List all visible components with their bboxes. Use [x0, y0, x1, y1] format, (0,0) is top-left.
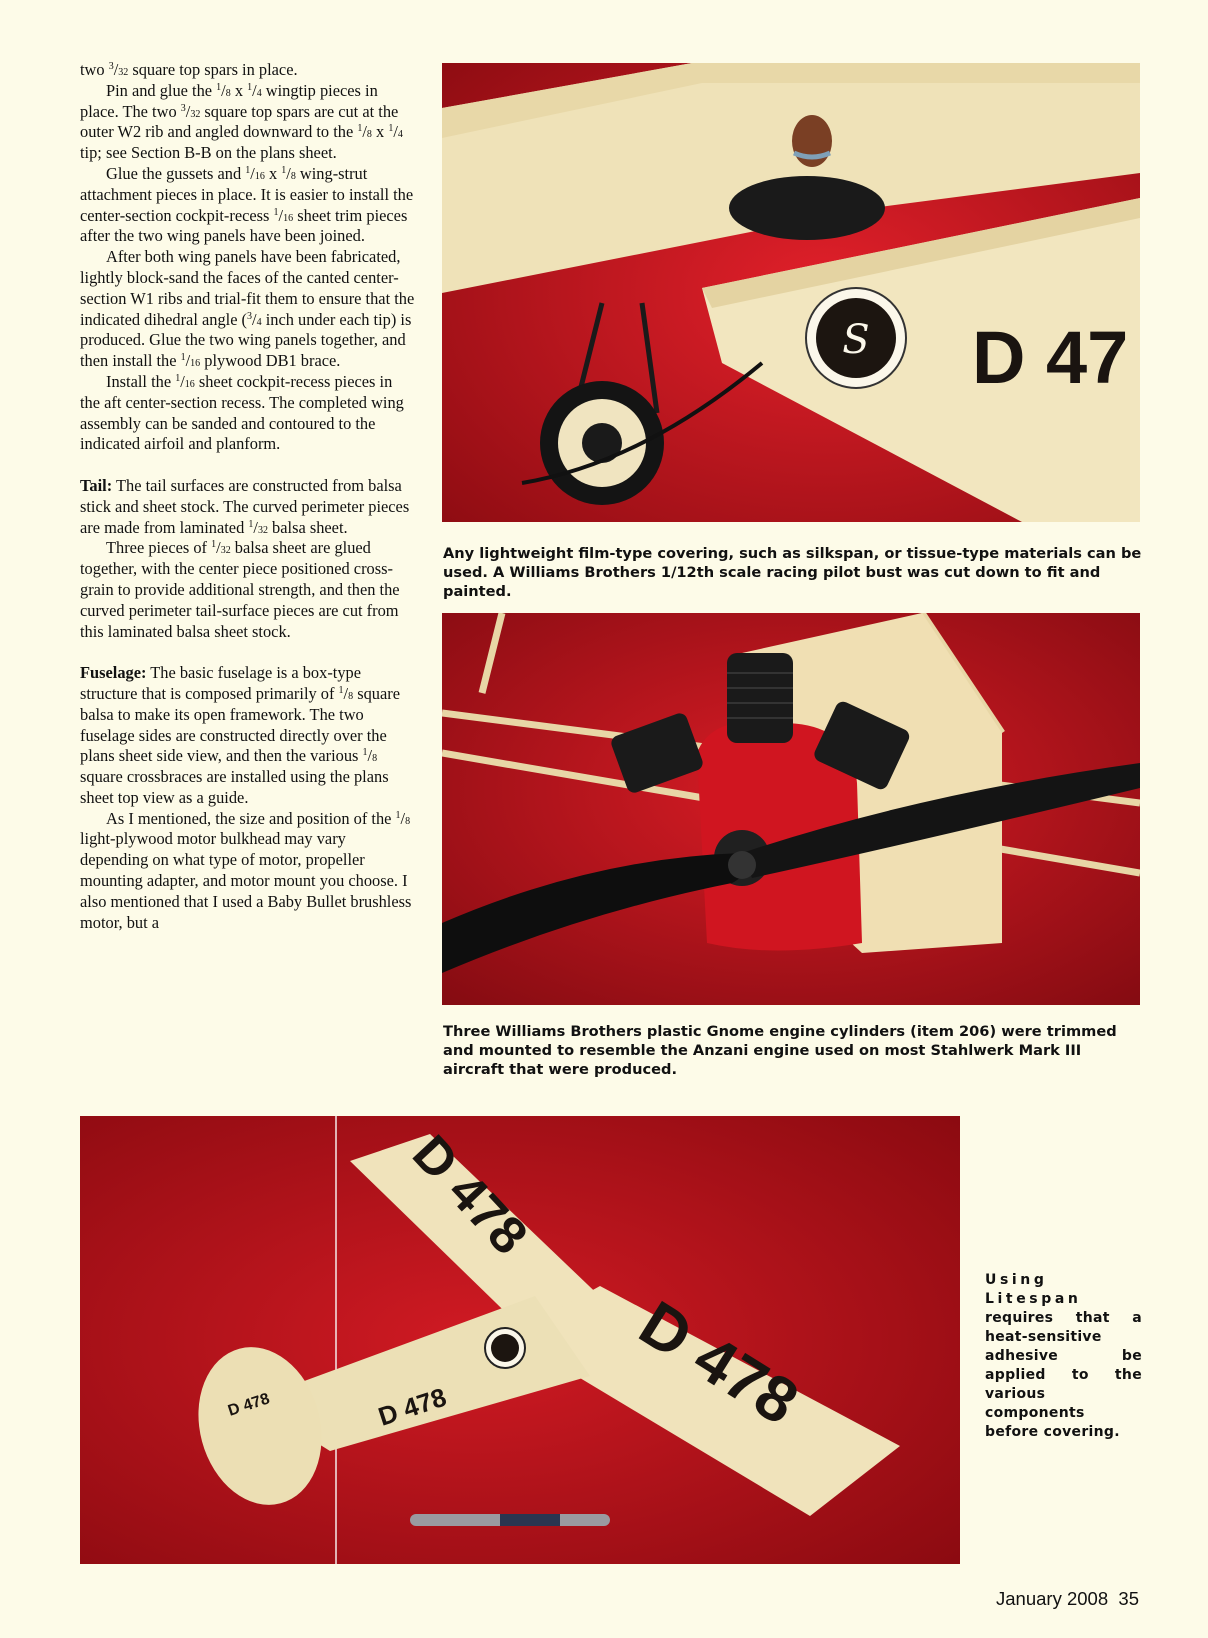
wing-registration-upper: D 478: [401, 1124, 539, 1266]
paragraph: Fuselage: The basic fuselage is a box-type structure that is composed primarily of $^1$/8 square balsa to make its open framework. The two fuselage sides are constructed directly over the plans sheet side view, and then the various $^1$/8 square crossbraces are installed using the plans sheet top view as a guide.: [80, 663, 400, 807]
photo-caption: Using Litespan requires that a heat-sensitive adhesive be applied to the various components before covering.: [985, 1272, 1142, 1440]
section-heading-fuselage: Fuselage:: [80, 663, 147, 683]
wing-registration-lower: D 478: [627, 1286, 811, 1439]
photo-caption: Three Williams Brothers plastic Gnome engine cylinders (item 206) were trimmed and mounted to resemble the Anzani engine used on most Stahlwerk Mark III aircraft that were produced.: [443, 1023, 1117, 1078]
issue-date: January 2008: [996, 1588, 1109, 1609]
paragraph: Tail: The tail surfaces are constructed from balsa stick and sheet stock. The curved perimeter pieces are made from laminated $^1$/32 balsa sheet.: [80, 475, 410, 537]
paragraph: Glue the gussets and $^1$/16 x $^1$/8 wing-strut attachment pieces in place. It is easier to install the center-section cockpit-recess $^1$/16 sheet trim pieces after the two wing panels have been joined.: [80, 163, 414, 246]
photo-full-model: [80, 1116, 960, 1564]
article-body: [80, 60, 416, 933]
fuselage-registration: D 478: [374, 1381, 450, 1432]
paragraph: As I mentioned, the size and position of the $^1$/8 light-plywood motor bulkhead may vary depending on what type of motor, propeller mounting adapter, and motor mount you choose. I also mentioned that I used a Baby Bullet brushless motor, but a: [80, 808, 412, 932]
paragraph: two $^3$/32 square top spars in place.: [80, 60, 298, 79]
paragraph: Three pieces of $^1$/32 balsa sheet are glued together, with the center piece positioned cross-grain to provide additional strength, and then the curved perimeter tail-surface pieces are cut from this laminated balsa sheet stock.: [80, 538, 400, 641]
paragraph: Install the $^1$/16 sheet cockpit-recess pieces in the aft center-section recess. The completed wing assembly can be sanded and contoured to the indicated airfoil and planform.: [80, 371, 404, 454]
page-number: 35: [1118, 1588, 1139, 1609]
section-heading-tail: Tail:: [80, 475, 113, 495]
photo-engine-closeup: [442, 613, 1140, 1005]
paragraph: After both wing panels have been fabricated, lightly block-sand the faces of the canted center-section W1 ribs and trial-fit them to ensure that the indicated dihedral angle ($^3$/4 inch under each tip) is produced. Glue the two wing panels together, and then install the $^1$/16 plywood DB1 brace.: [80, 247, 415, 371]
photo-wing-closeup: [442, 63, 1140, 522]
paragraph: Pin and glue the $^1$/8 x $^1$/4 wingtip pieces in place. The two $^3$/32 square top spars are cut at the outer W2 rib and angled downward to the $^1$/8 x $^1$/4 tip; see Section B-B on the plans sheet.: [80, 80, 403, 163]
photo-caption: Any lightweight film-type covering, such as silkspan, or tissue-type materials can be used. A Williams Brothers 1/12th scale racing pilot bust was cut down to fit and painted.: [443, 545, 1142, 600]
registration-label: D 47: [972, 316, 1129, 399]
tail-registration: D 478: [225, 1390, 272, 1420]
svg-text:S: S: [842, 317, 870, 363]
page-footer: [996, 1588, 1139, 1610]
